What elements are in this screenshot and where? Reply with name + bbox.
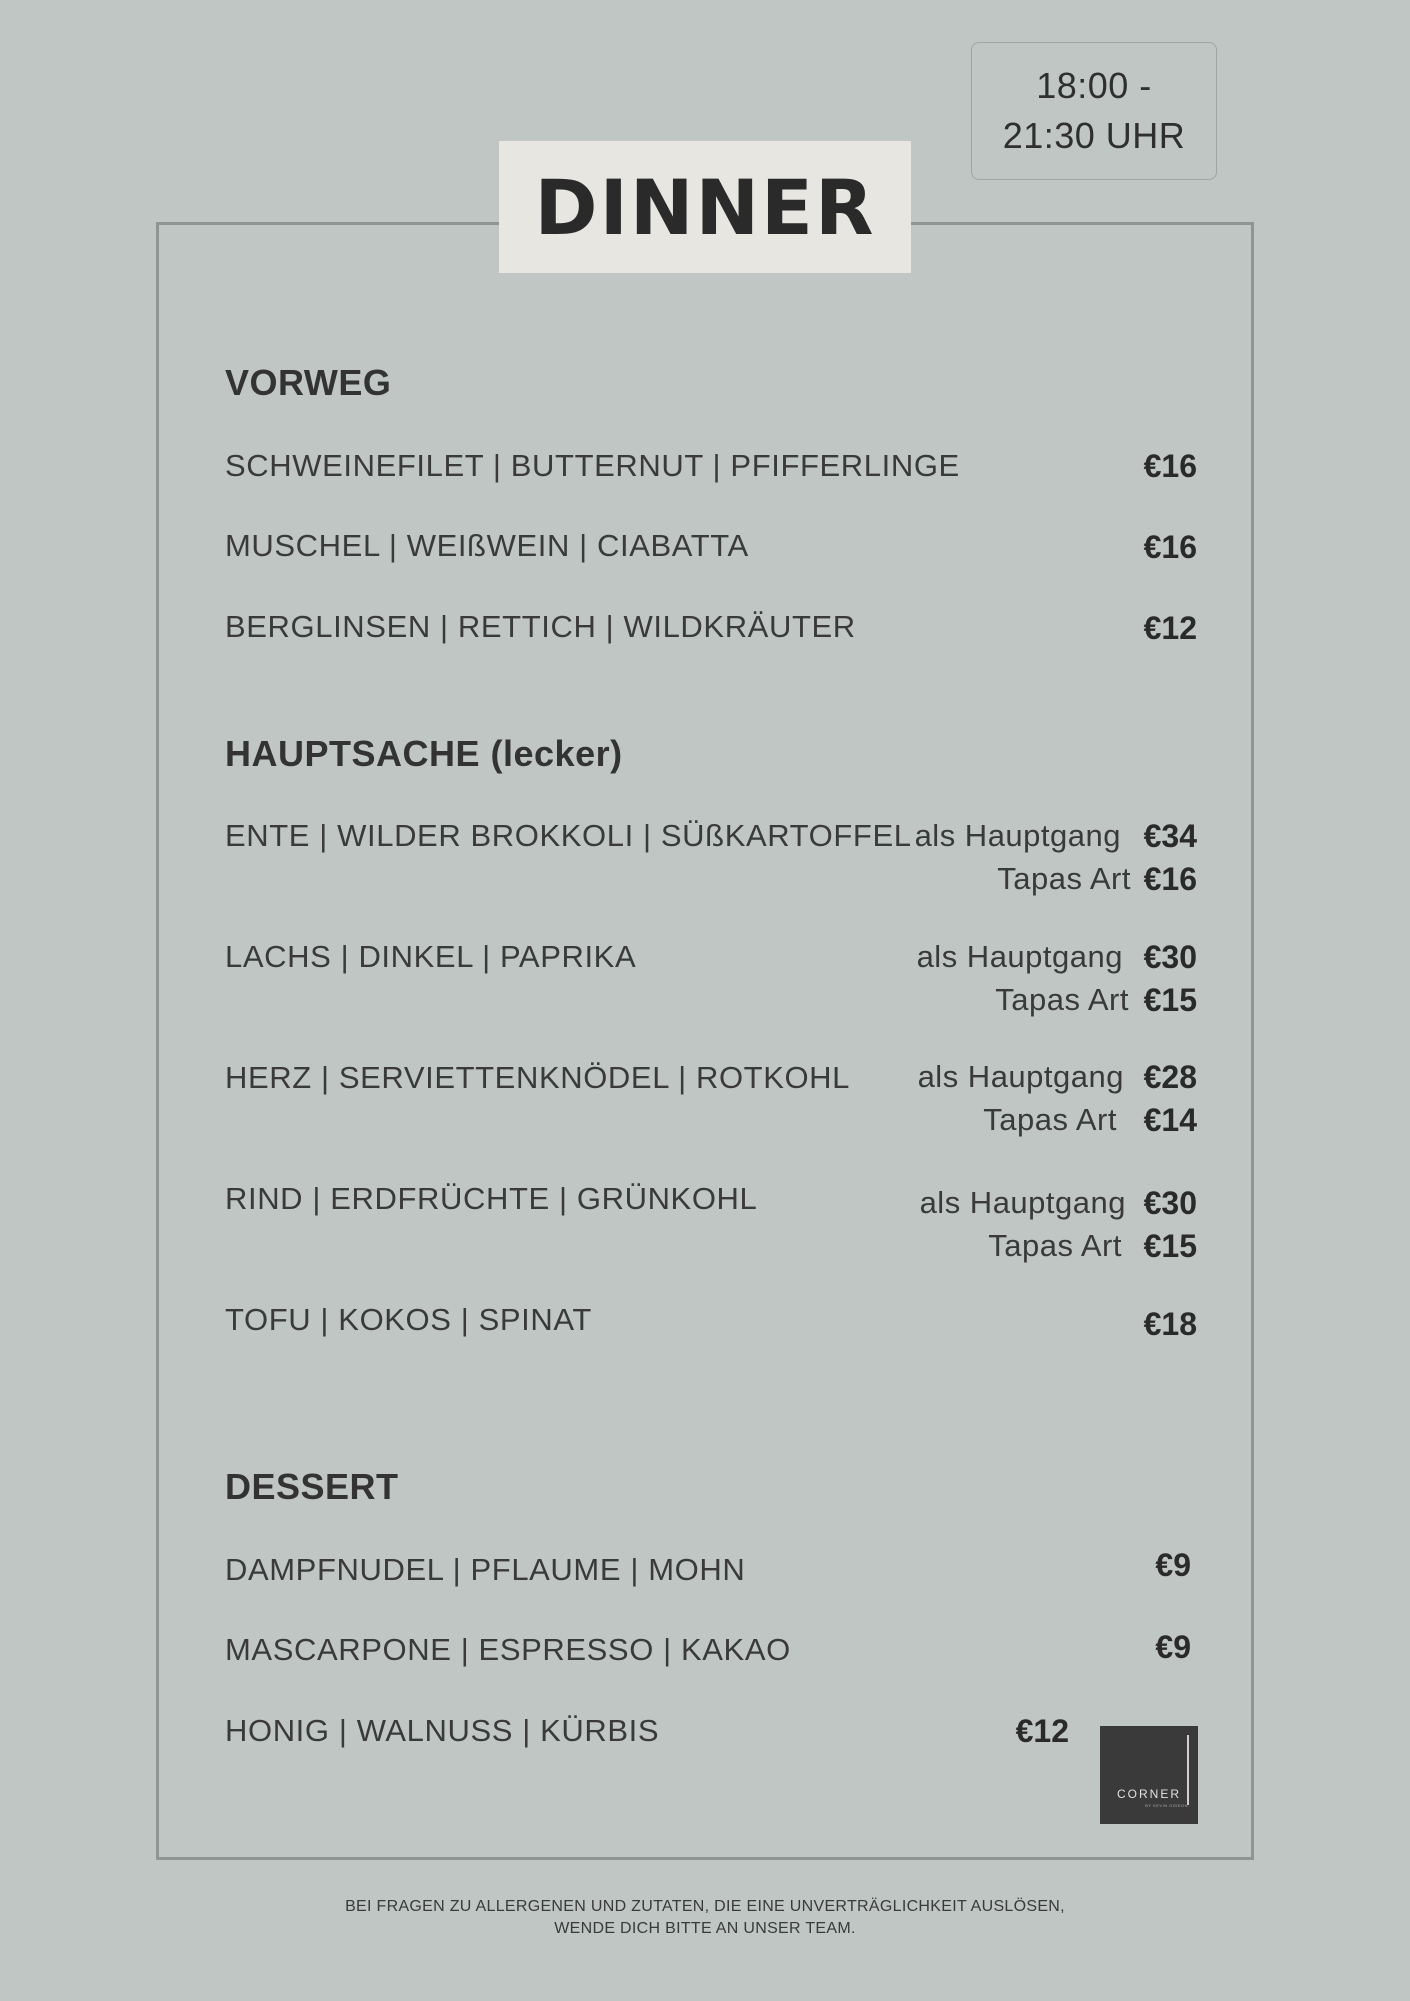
footer-line-2: WENDE DICH BITTE AN UNSER TEAM. [554, 1920, 856, 1937]
hauptsache-item-4-main-price: €30 [1143, 1185, 1197, 1221]
hauptsache-item-1-tapas-price: €16 [1143, 861, 1197, 897]
vorweg-item-3: BERGLINSEN | RETTICH | WILDKRÄUTER [225, 609, 856, 644]
hauptsache-item-3: HERZ | SERVIETTENKNÖDEL | ROTKOHL [225, 1060, 851, 1095]
hauptsache-item-4: RIND | ERDFRÜCHTE | GRÜNKOHL [225, 1181, 758, 1216]
opening-hours-box [971, 42, 1217, 180]
section-title-dessert: DESSERT [225, 1466, 399, 1507]
hauptsache-item-2-main-label: als Hauptgang [916, 939, 1123, 974]
vorweg-item-2-price: €16 [1143, 529, 1197, 565]
vorweg-item-2: MUSCHEL | WEIßWEIN | CIABATTA [225, 528, 749, 563]
hauptsache-item-2-tapas-label: Tapas Art [995, 982, 1129, 1017]
section-title-hauptsache: HAUPTSACHE (lecker) [225, 733, 623, 774]
hauptsache-item-5: TOFU | KOKOS | SPINAT [225, 1302, 592, 1337]
dessert-item-3: HONIG | WALNUSS | KÜRBIS [225, 1713, 660, 1748]
hauptsache-item-4-tapas-label: Tapas Art [988, 1228, 1122, 1263]
corner-logo [1100, 1726, 1198, 1824]
hauptsache-item-3-main-label: als Hauptgang [917, 1059, 1124, 1094]
hauptsache-item-5-price: €18 [1143, 1306, 1197, 1342]
logo-text: CORNER [1116, 1787, 1181, 1801]
hauptsache-item-4-tapas-price: €15 [1143, 1228, 1197, 1264]
dessert-item-3-price: €12 [1015, 1713, 1069, 1749]
menu-title: DINNER [534, 162, 876, 252]
hauptsache-item-1-tapas-label: Tapas Art [997, 861, 1131, 896]
hauptsache-item-1: ENTE | WILDER BROKKOLI | SÜßKARTOFFEL [225, 818, 912, 853]
vorweg-item-3-price: €12 [1143, 610, 1197, 646]
hauptsache-item-1-main-label: als Hauptgang [914, 818, 1121, 853]
dessert-item-2: MASCARPONE | ESPRESSO | KAKAO [225, 1632, 791, 1667]
logo-subtext: BY KEVIN GIDEON [1145, 1803, 1188, 1808]
section-title-vorweg: VORWEG [225, 362, 392, 403]
hauptsache-item-1-main-price: €34 [1143, 818, 1197, 854]
dessert-item-1-price: €9 [1155, 1547, 1191, 1583]
dessert-item-1: DAMPFNUDEL | PFLAUME | MOHN [225, 1552, 746, 1587]
hauptsache-item-3-tapas-label: Tapas Art [983, 1102, 1117, 1137]
dessert-item-2-price: €9 [1155, 1629, 1191, 1665]
footer-line-1: BEI FRAGEN ZU ALLERGENEN UND ZUTATEN, DIE EINE UNVERTRÄGLICHKEIT AUSLÖSEN, [345, 1898, 1065, 1915]
opening-hours-end: 21:30 UHR [1002, 115, 1186, 156]
hauptsache-item-2-tapas-price: €15 [1143, 982, 1197, 1018]
hauptsache-item-3-tapas-price: €14 [1143, 1102, 1197, 1138]
hauptsache-item-2: LACHS | DINKEL | PAPRIKA [225, 939, 637, 974]
vorweg-item-1-price: €16 [1143, 448, 1197, 484]
hauptsache-item-4-main-label: als Hauptgang [919, 1185, 1126, 1220]
hauptsache-item-2-main-price: €30 [1143, 939, 1197, 975]
allergen-footer [0, 1896, 1410, 1940]
hauptsache-item-3-main-price: €28 [1143, 1059, 1197, 1095]
opening-hours-start: 18:00 - [1036, 65, 1152, 106]
menu-title-box [499, 141, 911, 273]
vorweg-item-1: SCHWEINEFILET | BUTTERNUT | PFIFFERLINGE [225, 448, 960, 483]
